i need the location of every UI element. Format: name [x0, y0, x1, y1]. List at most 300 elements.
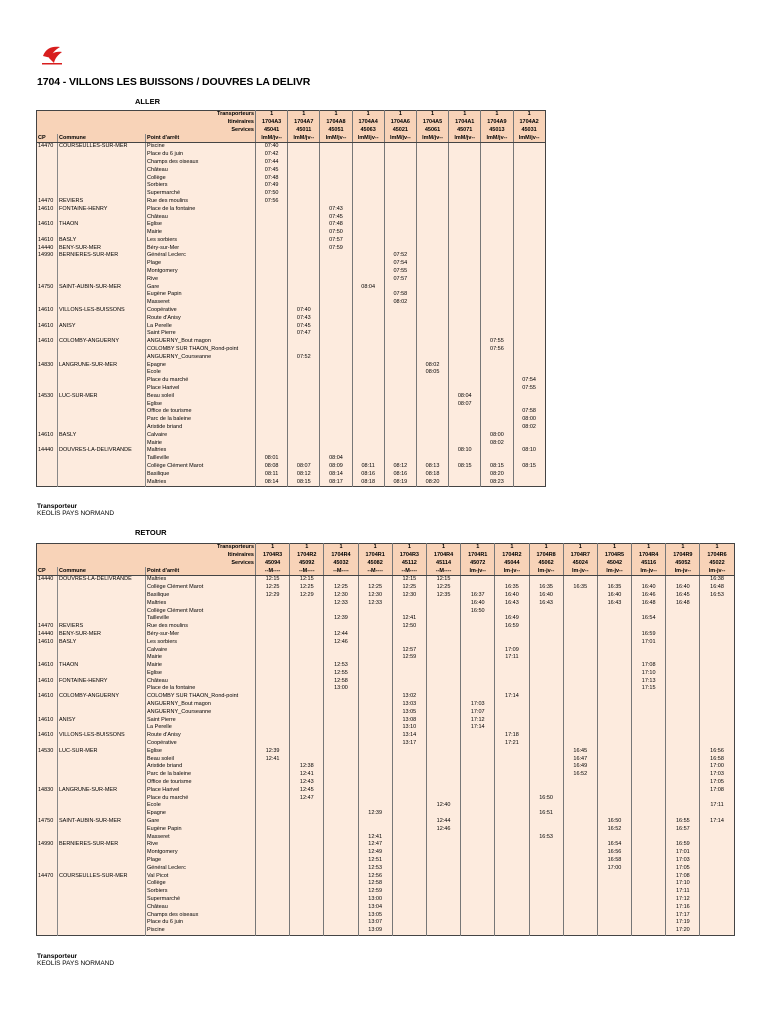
time-cell [384, 151, 416, 159]
trip-transporteurs-cell: 1 [384, 111, 416, 119]
time-cell [352, 167, 384, 175]
time-cell [700, 857, 734, 865]
stop-header: Point d'arrêt [146, 567, 256, 575]
trip-itineraires-cell: 1704A2 [513, 119, 545, 127]
column-header-row [37, 134, 546, 142]
time-cell [597, 787, 631, 795]
time-cell [290, 685, 324, 693]
time-cell [324, 748, 358, 756]
time-cell [563, 818, 597, 826]
time-cell [529, 779, 563, 787]
commune-cell: FONTAINE-HENRY [58, 678, 146, 686]
time-cell [352, 447, 384, 455]
time-cell [563, 795, 597, 803]
postcode-cell: 14440 [37, 631, 58, 639]
time-cell [449, 229, 481, 237]
time-cell [324, 833, 358, 841]
time-cell [392, 872, 426, 880]
trip-services-cell: 45052 [666, 560, 700, 568]
time-cell [563, 724, 597, 732]
time-cell [288, 260, 320, 268]
time-cell [632, 865, 666, 873]
time-cell [563, 615, 597, 623]
time-cell [256, 639, 290, 647]
time-cell [290, 857, 324, 865]
time-cell: 07:48 [320, 221, 352, 229]
time-cell [324, 857, 358, 865]
time-cell: 16:57 [666, 826, 700, 834]
time-cell [495, 701, 529, 709]
stop-name-cell: Rive [146, 276, 256, 284]
time-cell [449, 439, 481, 447]
time-cell [461, 818, 495, 826]
time-cell [495, 857, 529, 865]
time-cell [700, 639, 734, 647]
stop-name-cell: Maltries [146, 447, 256, 455]
time-cell [416, 354, 448, 362]
stop-name-cell: Masseret [146, 299, 256, 307]
commune-cell: BASLY [58, 639, 146, 647]
time-cell [481, 206, 513, 214]
time-cell [352, 424, 384, 432]
time-cell [700, 927, 734, 935]
time-cell: 16:45 [666, 592, 700, 600]
time-cell [563, 787, 597, 795]
time-cell: 13:09 [358, 927, 392, 935]
time-cell [290, 709, 324, 717]
time-cell: 12:46 [324, 639, 358, 647]
time-cell [392, 818, 426, 826]
time-cell [449, 245, 481, 253]
time-cell [461, 865, 495, 873]
time-cell [256, 268, 288, 276]
time-cell [256, 724, 290, 732]
commune-cell [58, 849, 146, 857]
time-cell [495, 919, 529, 927]
time-cell [352, 213, 384, 221]
time-cell [563, 740, 597, 748]
time-cell [495, 865, 529, 873]
table-row [37, 670, 735, 678]
time-cell [416, 284, 448, 292]
time-cell [461, 849, 495, 857]
stop-name-cell: Epagne [146, 362, 256, 370]
time-cell [352, 400, 384, 408]
trip-services-cell: 45061 [416, 127, 448, 135]
time-cell [392, 639, 426, 647]
table-row [37, 377, 546, 385]
trip-services-cell: 45032 [324, 560, 358, 568]
postcode-cell: 14610 [37, 206, 58, 214]
time-cell [461, 880, 495, 888]
commune-cell: LUC-SUR-MER [58, 393, 146, 401]
time-cell: 16:49 [495, 615, 529, 623]
time-cell [392, 865, 426, 873]
time-cell [290, 896, 324, 904]
time-cell [632, 872, 666, 880]
table-row [37, 291, 546, 299]
time-cell: 08:14 [256, 478, 288, 486]
time-cell [449, 416, 481, 424]
time-cell [632, 607, 666, 615]
postcode-cell [37, 346, 58, 354]
time-cell [426, 904, 460, 912]
commune-cell: DOUVRES-LA-DELIVRANDE [58, 576, 146, 584]
time-cell [426, 662, 460, 670]
time-cell [426, 888, 460, 896]
time-cell [461, 748, 495, 756]
time-cell [495, 771, 529, 779]
time-cell [320, 198, 352, 206]
postcode-cell: 14610 [37, 323, 58, 331]
time-cell [352, 416, 384, 424]
time-cell: 16:40 [461, 600, 495, 608]
time-cell [320, 252, 352, 260]
time-cell [426, 795, 460, 803]
trip-services-cell: 45063 [352, 127, 384, 135]
time-cell [513, 237, 545, 245]
time-cell [358, 740, 392, 748]
table-row [37, 779, 735, 787]
time-cell [426, 833, 460, 841]
commune-cell [58, 439, 146, 447]
commune-cell [58, 919, 146, 927]
time-cell [666, 607, 700, 615]
time-cell [392, 685, 426, 693]
commune-cell: COURSEULLES-SUR-MER [58, 143, 146, 151]
time-cell [416, 346, 448, 354]
postcode-cell [37, 600, 58, 608]
time-cell [290, 748, 324, 756]
trip-itineraires-cell: 1704A8 [320, 119, 352, 127]
trip-transporteurs-cell: 1 [632, 544, 666, 552]
time-cell [288, 167, 320, 175]
time-cell: 08:15 [449, 463, 481, 471]
trip-itineraires-cell: 1704R4 [426, 552, 460, 560]
time-cell [352, 385, 384, 393]
commune-cell: SAINT-AUBIN-SUR-MER [58, 284, 146, 292]
time-cell [416, 455, 448, 463]
aller-timetable [36, 110, 546, 487]
trip-service-cell: lmM/jv-- [288, 134, 320, 142]
time-cell [563, 639, 597, 647]
time-cell [358, 623, 392, 631]
table-row [37, 159, 546, 167]
time-cell [529, 678, 563, 686]
time-cell [416, 167, 448, 175]
cp-header: CP [37, 134, 58, 142]
time-cell [597, 896, 631, 904]
time-cell [426, 709, 460, 717]
time-cell [256, 865, 290, 873]
time-cell [449, 315, 481, 323]
time-cell [416, 221, 448, 229]
time-cell [256, 795, 290, 803]
time-cell [256, 447, 288, 455]
time-cell [449, 307, 481, 315]
stop-name-cell: Plage [146, 857, 256, 865]
time-cell: 16:50 [597, 818, 631, 826]
stop-name-cell: Collège [146, 880, 256, 888]
time-cell [290, 740, 324, 748]
stop-name-cell: Maltries [146, 600, 256, 608]
time-cell [256, 615, 290, 623]
time-cell [358, 670, 392, 678]
time-cell [481, 276, 513, 284]
time-cell: 17:12 [666, 896, 700, 904]
time-cell [597, 576, 631, 584]
time-cell [481, 315, 513, 323]
time-cell [352, 307, 384, 315]
time-cell [481, 198, 513, 206]
time-cell [352, 362, 384, 370]
time-cell [495, 810, 529, 818]
time-cell: 16:48 [666, 600, 700, 608]
time-cell [449, 362, 481, 370]
time-cell [320, 159, 352, 167]
time-cell [290, 841, 324, 849]
postcode-cell [37, 229, 58, 237]
time-cell [449, 369, 481, 377]
time-cell [358, 756, 392, 764]
commune-cell [58, 724, 146, 732]
time-cell: 07:59 [320, 245, 352, 253]
stop-name-cell: Place Harivel [146, 385, 256, 393]
commune-cell [58, 685, 146, 693]
time-cell: 16:35 [495, 584, 529, 592]
time-cell [290, 880, 324, 888]
time-cell [597, 911, 631, 919]
time-cell [384, 206, 416, 214]
time-cell [700, 654, 734, 662]
table-row [37, 701, 735, 709]
stop-name-cell: Eugène Papin [146, 826, 256, 834]
time-cell [461, 896, 495, 904]
time-cell [597, 662, 631, 670]
time-cell [384, 424, 416, 432]
time-cell [352, 268, 384, 276]
time-cell [392, 756, 426, 764]
time-cell [513, 315, 545, 323]
time-cell [700, 670, 734, 678]
page-title: 1704 - VILLONS LES BUISSONS / DOUVRES LA DELIVR [37, 76, 311, 88]
time-cell [256, 362, 288, 370]
table-row [37, 748, 735, 756]
time-cell [352, 151, 384, 159]
table-row [37, 872, 735, 880]
stop-name-cell: Les sorbiers [146, 639, 256, 647]
time-cell [481, 323, 513, 331]
time-cell: 08:04 [320, 455, 352, 463]
table-row [37, 678, 735, 686]
time-cell: 16:40 [632, 584, 666, 592]
time-cell [513, 393, 545, 401]
time-cell [632, 732, 666, 740]
time-cell: 16:59 [666, 841, 700, 849]
time-cell [700, 678, 734, 686]
time-cell [384, 323, 416, 331]
postcode-cell: 14610 [37, 237, 58, 245]
time-cell [461, 771, 495, 779]
postcode-cell [37, 416, 58, 424]
time-cell [324, 818, 358, 826]
time-cell [288, 455, 320, 463]
time-cell: 17:10 [666, 880, 700, 888]
time-cell [513, 338, 545, 346]
time-cell [700, 888, 734, 896]
commune-cell: COLOMBY-ANGUERNY [58, 338, 146, 346]
stop-name-cell: Château [146, 904, 256, 912]
time-cell: 13:17 [392, 740, 426, 748]
time-cell [700, 849, 734, 857]
trip-services-cell: 45031 [513, 127, 545, 135]
time-cell [324, 919, 358, 927]
table-row [37, 880, 735, 888]
time-cell [288, 159, 320, 167]
stop-name-cell: Place du marché [146, 377, 256, 385]
time-cell: 12:59 [358, 888, 392, 896]
time-cell: 12:25 [324, 584, 358, 592]
time-cell [416, 174, 448, 182]
trip-service-cell: lmM/jv-- [384, 134, 416, 142]
time-cell [597, 709, 631, 717]
time-cell [597, 802, 631, 810]
time-cell [324, 693, 358, 701]
time-cell [513, 330, 545, 338]
trip-service-cell: --M---- [256, 567, 290, 575]
time-cell [449, 408, 481, 416]
time-cell [320, 323, 352, 331]
time-cell [449, 291, 481, 299]
time-cell [358, 709, 392, 717]
stop-name-cell: Saint Pierre [146, 717, 256, 725]
stop-name-cell: Place Harivel [146, 787, 256, 795]
time-cell: 17:21 [495, 740, 529, 748]
time-cell: 08:20 [416, 478, 448, 486]
table-row [37, 865, 735, 873]
table-row [37, 245, 546, 253]
time-cell [416, 182, 448, 190]
time-cell: 16:40 [666, 584, 700, 592]
time-cell [495, 888, 529, 896]
time-cell [529, 857, 563, 865]
time-cell [513, 478, 545, 486]
commune-cell [58, 354, 146, 362]
postcode-cell: 14610 [37, 732, 58, 740]
postcode-cell [37, 888, 58, 896]
table-row [37, 330, 546, 338]
stop-name-cell: Rive [146, 841, 256, 849]
stop-name-cell: Ecole [146, 369, 256, 377]
table-row [37, 455, 546, 463]
stop-name-cell: Eglise [146, 221, 256, 229]
time-cell: 08:20 [481, 471, 513, 479]
time-cell: 12:45 [290, 787, 324, 795]
time-cell [320, 432, 352, 440]
postcode-cell: 14470 [37, 143, 58, 151]
time-cell [256, 400, 288, 408]
commune-cell [58, 880, 146, 888]
time-cell [529, 756, 563, 764]
time-cell [700, 662, 734, 670]
stop-name-cell: Gare [146, 818, 256, 826]
time-cell [288, 447, 320, 455]
time-cell [384, 143, 416, 151]
postcode-cell [37, 408, 58, 416]
time-cell [416, 252, 448, 260]
trip-services-cell: 45092 [290, 560, 324, 568]
time-cell [352, 315, 384, 323]
time-cell [290, 631, 324, 639]
time-cell [358, 693, 392, 701]
trip-services-cell: 45071 [449, 127, 481, 135]
time-cell: 17:17 [666, 911, 700, 919]
time-cell [392, 927, 426, 935]
time-cell [597, 795, 631, 803]
time-cell [352, 393, 384, 401]
time-cell: 12:58 [324, 678, 358, 686]
trip-services-cell: 45082 [358, 560, 392, 568]
time-cell: 13:00 [358, 896, 392, 904]
trip-transporteurs-cell: 1 [481, 111, 513, 119]
commune-cell: BENY-SUR-MER [58, 245, 146, 253]
commune-cell [58, 463, 146, 471]
time-cell [449, 284, 481, 292]
stop-header: Point d'arrêt [146, 134, 256, 142]
time-cell [416, 237, 448, 245]
postcode-cell: 14530 [37, 748, 58, 756]
time-cell [513, 190, 545, 198]
stop-name-cell: Tailleville [146, 615, 256, 623]
commune-cell [58, 607, 146, 615]
time-cell: 08:12 [288, 471, 320, 479]
postcode-cell: 14470 [37, 872, 58, 880]
commune-cell [58, 771, 146, 779]
table-row [37, 763, 735, 771]
time-cell: 16:54 [632, 615, 666, 623]
time-cell [324, 576, 358, 584]
time-cell [320, 400, 352, 408]
time-cell: 16:59 [495, 623, 529, 631]
time-cell [392, 771, 426, 779]
time-cell [290, 802, 324, 810]
trip-transporteurs-cell: 1 [416, 111, 448, 119]
header-row-transporteurs [37, 544, 735, 552]
time-cell [563, 717, 597, 725]
commune-cell [58, 385, 146, 393]
time-cell [256, 833, 290, 841]
time-cell [256, 416, 288, 424]
header-row-services [37, 560, 735, 568]
time-cell [352, 439, 384, 447]
time-cell [666, 740, 700, 748]
table-row [37, 888, 735, 896]
table-row [37, 346, 546, 354]
commune-cell [58, 315, 146, 323]
commune-cell [58, 190, 146, 198]
time-cell [426, 678, 460, 686]
stop-name-cell: Aristide briand [146, 763, 256, 771]
time-cell [320, 190, 352, 198]
time-cell [597, 631, 631, 639]
time-cell [632, 833, 666, 841]
time-cell: 08:05 [416, 369, 448, 377]
retour-carrier [37, 953, 114, 967]
time-cell: 08:23 [481, 478, 513, 486]
time-cell [352, 190, 384, 198]
time-cell: 16:48 [632, 600, 666, 608]
time-cell [481, 447, 513, 455]
